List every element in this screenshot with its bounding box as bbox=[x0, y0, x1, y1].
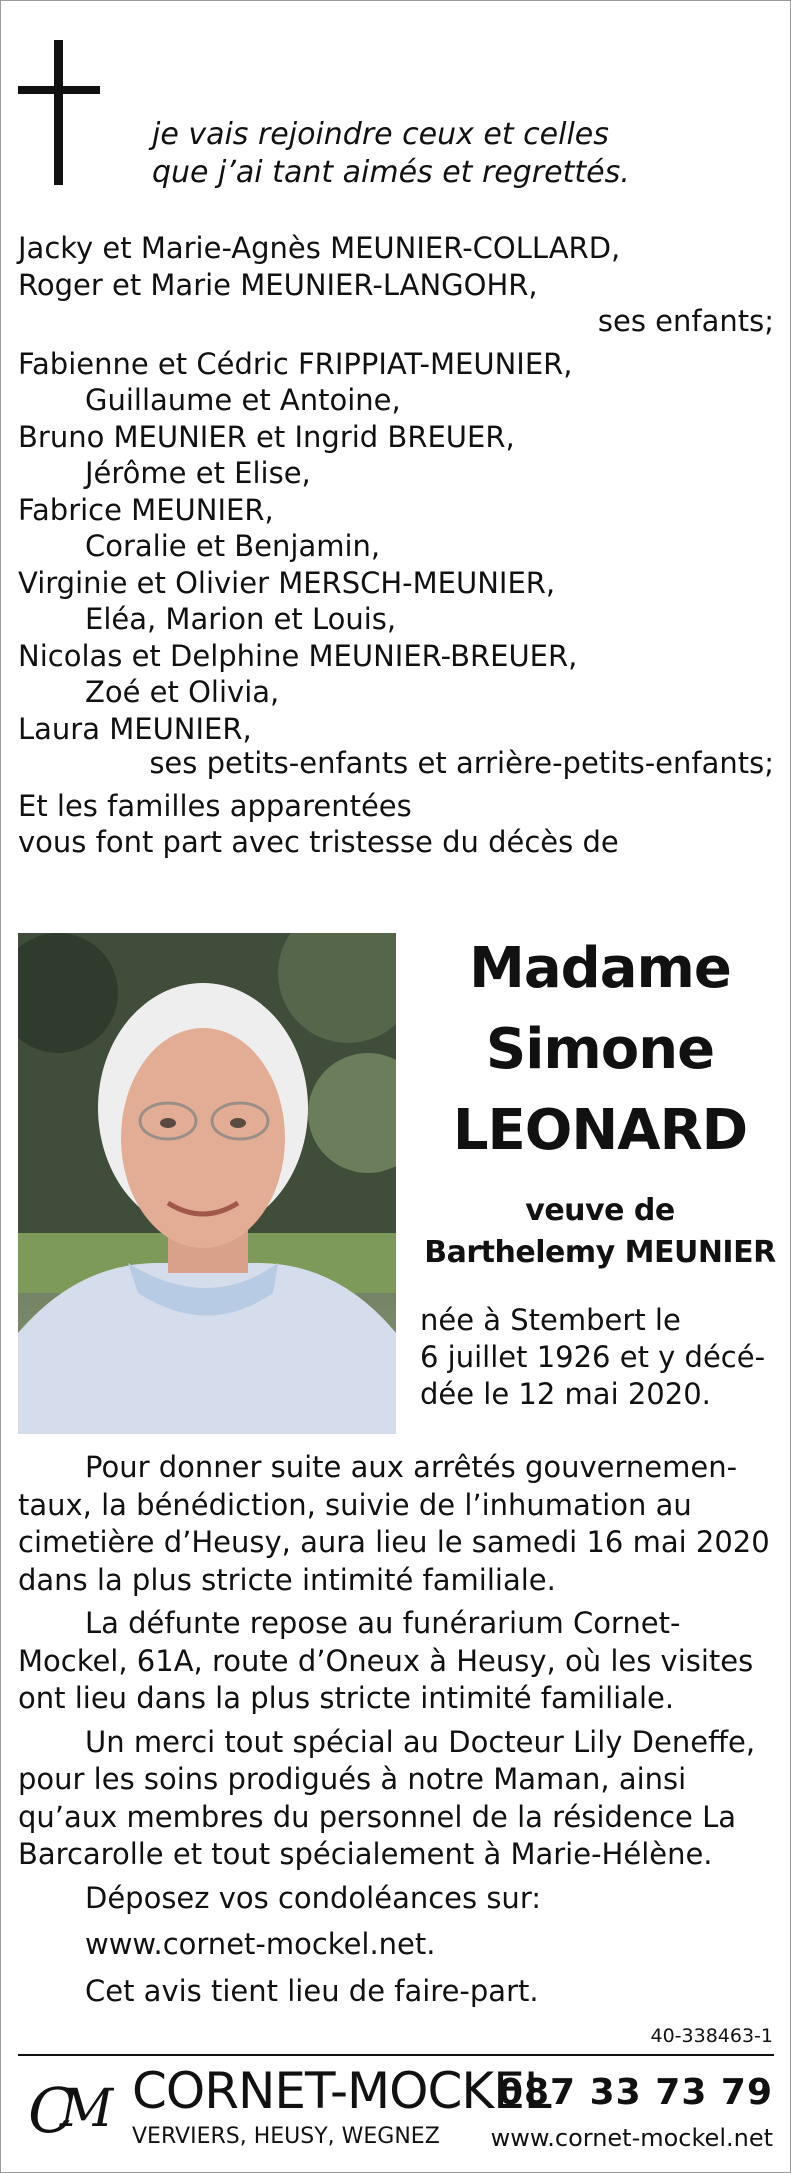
para-line: dans la plus stricte intimité familiale. bbox=[18, 1562, 556, 1597]
phone-number[interactable]: 087 33 73 79 bbox=[497, 2072, 773, 2113]
reference-number: 40-338463-1 bbox=[650, 2025, 773, 2047]
grandchild-line: Guillaume et Antoine, bbox=[85, 383, 401, 417]
paragraph bbox=[18, 1449, 774, 1599]
grandchildren-label: ses petits-enfants et arrière-petits-enfants; bbox=[149, 746, 774, 780]
cross-icon bbox=[18, 40, 100, 185]
widow-line: veuve de bbox=[525, 1193, 675, 1228]
quote-line: que j’ai tant aimés et regrettés. bbox=[152, 155, 630, 190]
epitaph-quote bbox=[152, 116, 630, 192]
grandchild-line: Virginie et Olivier MERSCH-MEUNIER, bbox=[18, 565, 556, 600]
born-line: née à Stembert le bbox=[420, 1303, 681, 1337]
closing-line: Et les familles apparentées bbox=[18, 788, 412, 823]
born-line: 6 juillet 1926 et y décé- bbox=[420, 1340, 766, 1374]
family-list bbox=[18, 230, 774, 861]
child-line: Jacky et Marie-Agnès MEUNIER-COLLARD, bbox=[18, 231, 621, 265]
children-label: ses enfants; bbox=[597, 304, 774, 338]
grandchild-line: Jérôme et Elise, bbox=[85, 456, 311, 490]
child-line: Roger et Marie MEUNIER-LANGOHR, bbox=[18, 267, 538, 302]
grandchild-line: Laura MEUNIER, bbox=[18, 711, 252, 746]
para-line: La défunte repose au funérarium Cornet- bbox=[85, 1606, 681, 1640]
grandchild-line: Bruno MEUNIER et Ingrid BREUER, bbox=[18, 419, 515, 454]
para-line: ont lieu dans la plus stricte intimité familiale. bbox=[18, 1681, 675, 1715]
birth-death-info bbox=[420, 1302, 774, 1413]
name-line: Simone bbox=[485, 1017, 715, 1082]
grandchild-line: Nicolas et Delphine MEUNIER-BREUER, bbox=[18, 638, 578, 673]
widow-line: Barthelemy MEUNIER bbox=[424, 1235, 776, 1270]
svg-text:C: C bbox=[28, 2074, 76, 2147]
born-line: dée le 12 mai 2020. bbox=[420, 1377, 711, 1411]
condolences-url[interactable]: www.cornet-mockel.net. bbox=[85, 1927, 436, 1961]
condolences-line: Déposez vos condoléances sur: bbox=[85, 1880, 541, 1915]
cornet-mockel-logo bbox=[22, 2066, 114, 2160]
brand-name: CORNET-MOCKEL bbox=[132, 2062, 551, 2120]
para-line: cimetière d’Heusy, aura lieu le samedi 16 mai 2020 bbox=[18, 1525, 770, 1559]
notice-body bbox=[18, 1449, 774, 2010]
grandchild-line: Fabienne et Cédric FRIPPIAT-MEUNIER, bbox=[18, 346, 573, 381]
para-line: qu’aux membres du personnel de la résidence La bbox=[18, 1799, 737, 1834]
para-line: Mockel, 61A, route d’Oneux à Heusy, où les visites bbox=[18, 1643, 754, 1678]
grandchild-line: Fabrice MEUNIER, bbox=[18, 492, 274, 527]
grandchild-line: Eléa, Marion et Louis, bbox=[85, 602, 397, 636]
paragraph bbox=[18, 1724, 774, 1874]
svg-text:M: M bbox=[60, 2079, 114, 2139]
para-line: pour les soins prodigués à notre Maman, ainsi bbox=[18, 1762, 687, 1796]
paragraph bbox=[18, 1605, 774, 1718]
para-line: Barcarolle et tout spécialement à Marie-Hélène. bbox=[18, 1837, 713, 1871]
towns: VERVIERS, HEUSY, WEGNEZ bbox=[132, 2124, 440, 2149]
grandchild-line: Coralie et Benjamin, bbox=[85, 529, 381, 563]
name-line: LEONARD bbox=[452, 1098, 748, 1163]
footer-divider bbox=[18, 2054, 774, 2056]
website-link[interactable]: www.cornet-mockel.net bbox=[490, 2124, 773, 2152]
quote-line: je vais rejoindre ceux et celles bbox=[152, 117, 609, 152]
widow-of bbox=[420, 1190, 780, 1274]
para-line: Un merci tout spécial au Docteur Lily Deneffe, bbox=[85, 1724, 756, 1759]
grandchild-line: Zoé et Olivia, bbox=[85, 675, 280, 709]
para-line: Pour donner suite aux arrêtés gouvernemen- bbox=[85, 1450, 738, 1484]
name-line: Madame bbox=[469, 936, 731, 1001]
portrait-photo bbox=[18, 933, 396, 1434]
closing-line: vous font part avec tristesse du décès de bbox=[18, 825, 619, 859]
deceased-name bbox=[420, 928, 780, 1171]
para-line: taux, la bénédiction, suivie de l’inhumation au bbox=[18, 1487, 692, 1522]
faire-part-line: Cet avis tient lieu de faire-part. bbox=[85, 1973, 539, 2008]
